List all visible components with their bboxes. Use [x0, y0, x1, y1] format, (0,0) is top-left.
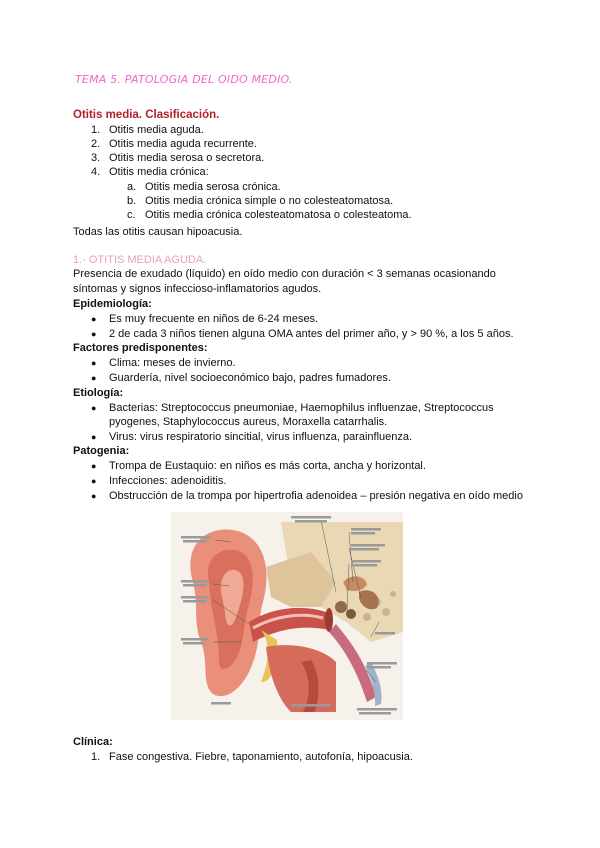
- bullet-icon: ●: [91, 358, 97, 368]
- list-marker: 1.: [91, 751, 101, 763]
- bullet-icon: ●: [91, 329, 97, 339]
- page-title: TEMA 5. PATOLOGIA DEL OIDO MEDIO.: [75, 73, 293, 86]
- sublist-item: Otitis media crónica simple o no colesteatomatosa.: [145, 195, 394, 207]
- bullet-item: Infecciones: adenoiditis.: [109, 475, 227, 487]
- sublist-marker: c.: [127, 209, 136, 221]
- list-marker: 4.: [91, 166, 101, 178]
- bullet-icon: ●: [91, 491, 97, 501]
- list-item: Fase congestiva. Fiebre, taponamiento, autofonía, hipoacusia.: [109, 751, 413, 763]
- list-marker: 3.: [91, 152, 101, 164]
- etiologia-heading: Etiología:: [73, 387, 124, 399]
- section-intro: Presencia de exudado (líquido) en oído medio con duración < 3 semanas ocasionando: [73, 268, 496, 280]
- sublist-marker: a.: [127, 181, 137, 193]
- bullet-item: 2 de cada 3 niños tienen alguna OMA antes del primer año, y > 90 %, a los 5 años.: [109, 328, 514, 340]
- sublist-item: Otitis media crónica colesteatomatosa o colesteatoma.: [145, 209, 412, 221]
- epidemiologia-heading: Epidemiología:: [73, 298, 152, 310]
- bullet-icon: ●: [91, 461, 97, 471]
- section-heading: 1.- OTITIS MEDIA AGUDA.: [73, 254, 207, 266]
- bullet-item: Obstrucción de la trompa por hipertrofia adenoidea – presión negativa en oído medio: [109, 490, 523, 502]
- list-marker: 1.: [91, 124, 101, 136]
- bullet-icon: ●: [91, 403, 97, 413]
- bullet-item: Bacterias: Streptococcus pneumoniae, Haemophilus influenzae, Streptococcus: [109, 402, 494, 414]
- bullet-icon: ●: [91, 373, 97, 383]
- list-item: Otitis media aguda recurrente.: [109, 138, 257, 150]
- classification-heading: Otitis media. Clasificación.: [73, 109, 220, 121]
- list-marker: 2.: [91, 138, 101, 150]
- bullet-icon: ●: [91, 314, 97, 324]
- sublist-item: Otitis media serosa crónica.: [145, 181, 281, 193]
- list-item: Otitis media serosa o secretora.: [109, 152, 265, 164]
- list-item: Otitis media aguda.: [109, 124, 204, 136]
- factores-heading: Factores predisponentes:: [73, 342, 208, 354]
- classification-note: Todas las otitis causan hipoacusia.: [73, 226, 243, 238]
- bullet-item: Trompa de Eustaquio: en niños es más corta, ancha y horizontal.: [109, 460, 426, 472]
- bullet-item-continued: pyogenes, Staphylococcus aureus, Moraxella catarrhalis.: [109, 416, 388, 428]
- bullet-item: Virus: virus respiratorio sincitial, virus influenza, parainfluenza.: [109, 431, 413, 443]
- bullet-item: Clima: meses de invierno.: [109, 357, 236, 369]
- list-item: Otitis media crónica:: [109, 166, 209, 178]
- bullet-item: Es muy frecuente en niños de 6-24 meses.: [109, 313, 319, 325]
- bullet-icon: ●: [91, 432, 97, 442]
- patogenia-heading: Patogenia:: [73, 445, 130, 457]
- bullet-icon: ●: [91, 476, 97, 486]
- ear-anatomy-illustration: [171, 512, 403, 720]
- section-intro: síntomas y signos infeccioso-inflamatorios agudos.: [73, 283, 322, 295]
- bullet-item: Guardería, nivel socioeconómico bajo, padres fumadores.: [109, 372, 391, 384]
- sublist-marker: b.: [127, 195, 137, 207]
- clinica-heading: Clínica:: [73, 736, 113, 748]
